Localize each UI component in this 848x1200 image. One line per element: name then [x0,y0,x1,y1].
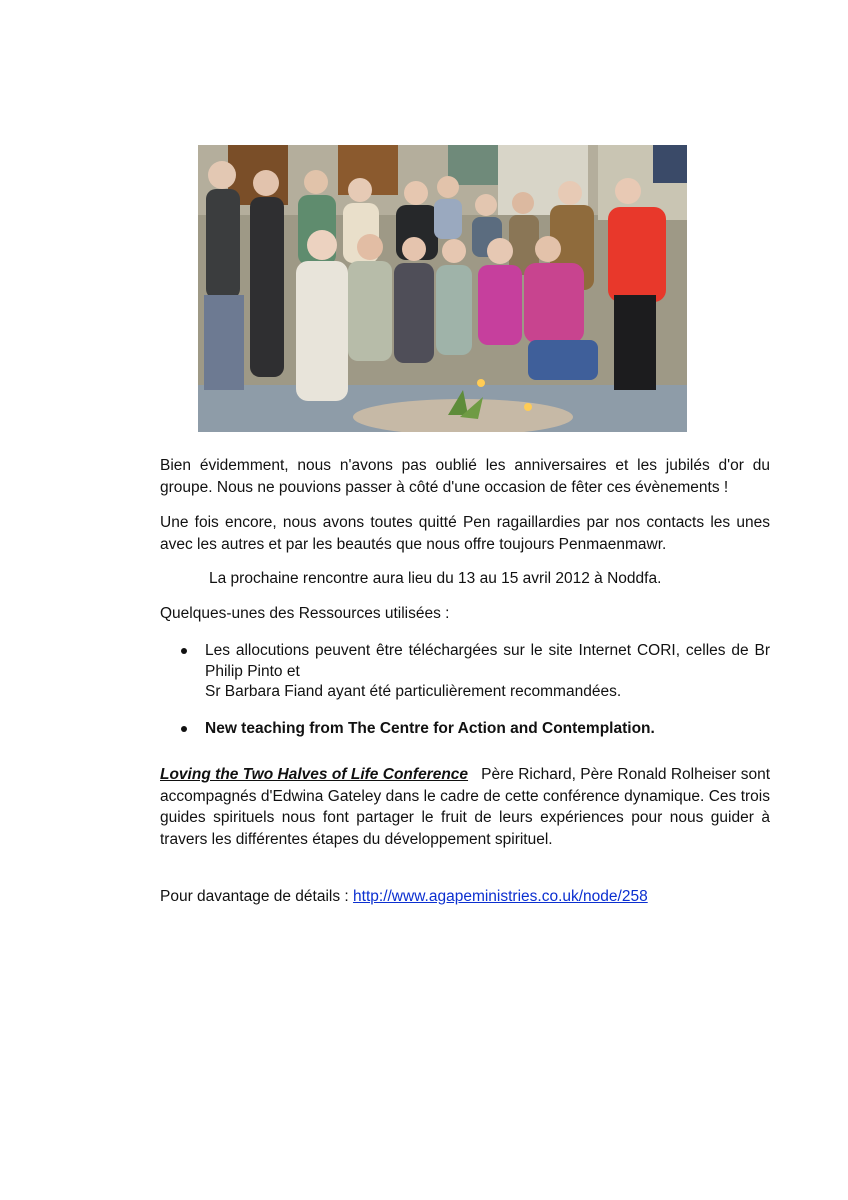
next-meeting-text: La prochaine rencontre aura lieu du 13 au 15 avril 2012 à Noddfa. [209,570,662,587]
paragraph-anniversaries: Bien évidemment, nous n'avons pas oublié les anniversaires et les jubilés d'or du groupe. Nous ne pouvions passer à côté d'une occasion de fêter ces évènements ! [160,457,770,496]
group-photo [198,145,687,432]
list-item-line-1: Les allocutions peuvent être téléchargées sur le site Internet CORI, celles de Br Philip Pinto et [205,642,770,680]
list-item-text: New teaching from The Centre for Action and Contemplation. [205,720,655,737]
conference-title: Loving the Two Halves of Life Conference [160,766,469,783]
bullet-icon [181,726,187,732]
details-line [160,886,770,908]
bullet-icon [181,648,187,654]
list-item-text [205,641,770,703]
list-item [160,719,770,740]
resources-heading: Quelques-unes des Ressources utilisées : [160,605,450,622]
list-item-line-2: Sr Barbara Fiand ayant été particulièrement recommandées. [205,683,622,700]
paragraph-departure: Une fois encore, nous avons toutes quitté Pen ragaillardies par nos contacts les unes avec les autres et par les beautés que nous offre toujours Penmaenmawr. [160,514,770,553]
group-photo-image [198,145,687,432]
details-label: Pour davantage de détails : [160,888,354,905]
conference-paragraph [160,764,770,850]
conference-description: Père Richard, Père Ronald Rolheiser sont accompagnés d'Edwina Gateley dans le cadre de cette conférence dynamique. Ces trois guides spirituels nous font partager le fruit de leurs expériences pour nous guider à travers les différentes étapes du développement spirituel. [160,766,770,848]
details-link[interactable]: http://www.agapeministries.co.uk/node/258 [353,888,648,905]
list-item [160,641,770,703]
